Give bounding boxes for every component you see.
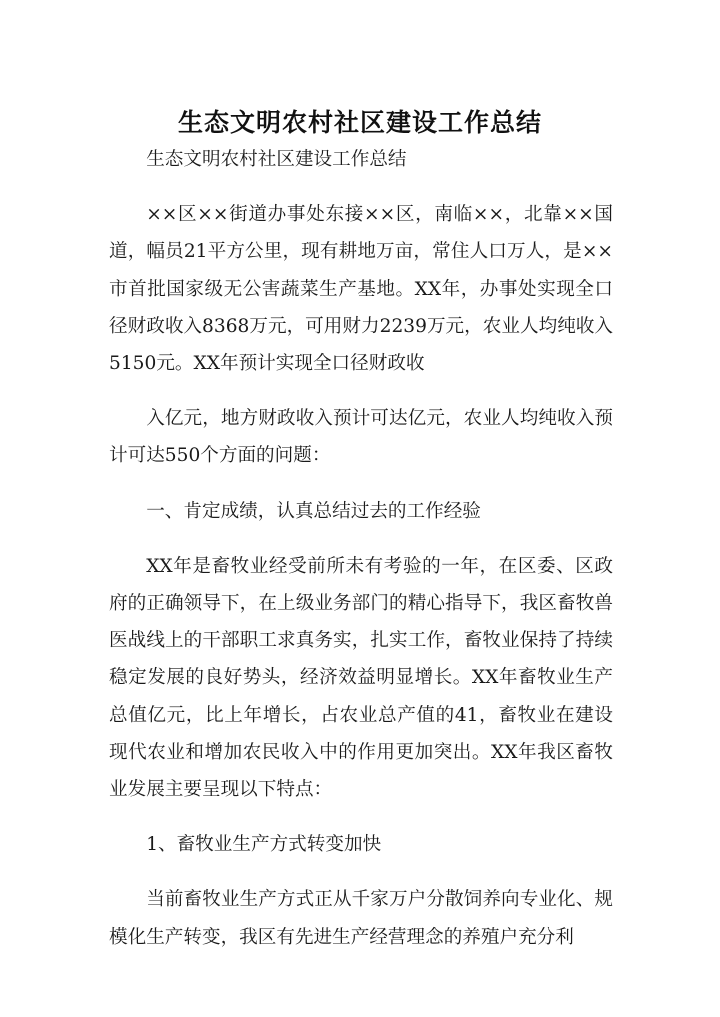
paragraph: XX年是畜牧业经受前所未有考验的一年，在区委、区政府的正确领导下，在上级业务部门的精心指导下，我区畜牧兽医战线上的干部职工求真务实，扎实工作，畜牧业保持了持续稳定发展的良好势头，经济效益明显增长。XX年畜牧业生产总值亿元，比上年增长，占农业总产值的41，畜牧业在建设现代农业和增加农民收入中的作用更加突出。XX年我区畜牧业发展主要呈现以下特点： (109, 555, 613, 801)
paragraph-subtitle: 生态文明农村社区建设工作总结 (146, 149, 407, 170)
subsection-heading: 1、畜牧业生产方式转变加快 (146, 834, 382, 856)
paragraph: ××区××街道办事处东接××区，南临××，北靠××国道，幅员21平方公里，现有耕地万亩，常住人口万人，是××市首批国家级无公害蔬菜生产基地。XX年，办事处实现全口径财政收入8368万元，可用财力2239万元，农业人均纯收入5150元。XX年预计实现全口径财政收 (109, 204, 613, 375)
document-body (109, 141, 613, 974)
document-title: 生态文明农村社区建设工作总结 (177, 107, 542, 137)
paragraph: 当前畜牧业生产方式正从千家万户分散饲养向专业化、规模化生产转变，我区有先进生产经营理念的养殖户充分利 (109, 889, 613, 948)
paragraph: 入亿元，地方财政收入预计可达亿元，农业人均纯收入预计可达550个方面的问题： (109, 408, 613, 467)
section-heading: 一、肯定成绩，认真总结过去的工作经验 (146, 500, 481, 522)
